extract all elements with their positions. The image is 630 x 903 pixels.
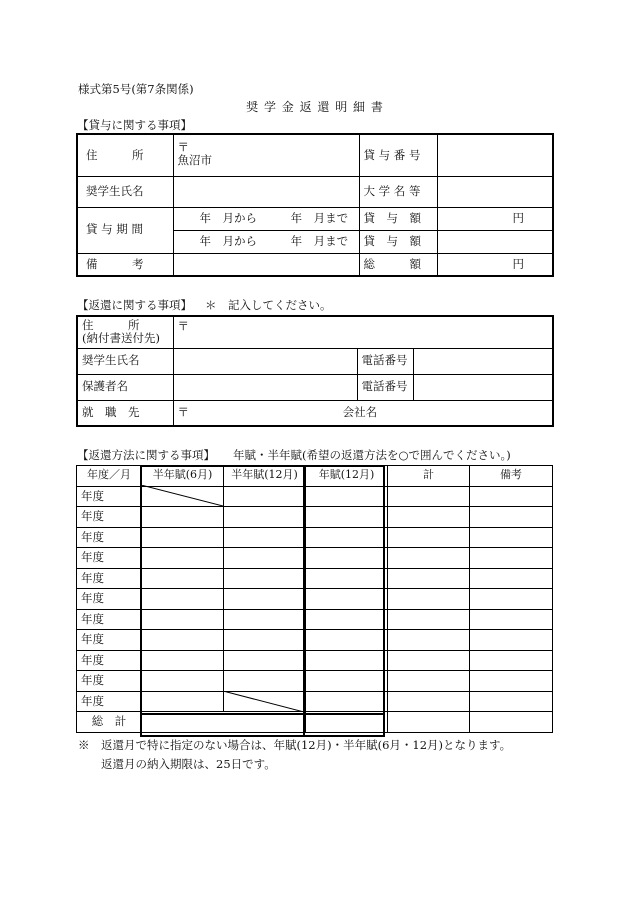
period-row-2[interactable] xyxy=(173,230,359,253)
address-label: 住 所 xyxy=(77,134,173,176)
loan-amount-cell-2[interactable] xyxy=(437,230,553,253)
footnote-1: ※ 返還月で特に指定のない場合は、年賦(12月)・半年賦(6月・12月)となります。 xyxy=(78,738,512,752)
schedule-header-3: 年賦(12月) xyxy=(306,466,388,487)
schedule-cell[interactable] xyxy=(388,691,470,712)
schedule-cell[interactable] xyxy=(224,507,306,528)
repay-student-cell[interactable] xyxy=(173,348,357,374)
form-number: 様式第5号(第7条関係) xyxy=(78,82,194,96)
schedule-cell[interactable] xyxy=(388,486,470,507)
company-label: 会社名 xyxy=(342,405,378,420)
city-text: 魚沼市 xyxy=(177,153,212,168)
schedule-cell[interactable] xyxy=(306,691,388,712)
schedule-year-label: 年度 xyxy=(77,568,142,589)
schedule-cell[interactable] xyxy=(142,507,224,528)
period-row-1[interactable] xyxy=(173,207,359,230)
schedule-cell[interactable] xyxy=(388,548,470,569)
remarks-cell[interactable] xyxy=(173,253,359,276)
schedule-cell[interactable] xyxy=(142,609,224,630)
schedule-cell[interactable] xyxy=(470,691,553,712)
schedule-cell[interactable] xyxy=(224,527,306,548)
schedule-cell[interactable] xyxy=(306,609,388,630)
section3-method-note: 年賦・半年賦(希望の返還方法を○で囲んでください。) xyxy=(233,448,511,462)
schedule-cell[interactable] xyxy=(388,609,470,630)
student-name-label: 奨学生氏名 xyxy=(77,176,173,207)
period-label: 貸 与 期 間 xyxy=(77,207,173,253)
schedule-cell[interactable] xyxy=(306,650,388,671)
schedule-cell[interactable] xyxy=(224,671,306,692)
schedule-row xyxy=(77,568,553,589)
schedule-cell[interactable] xyxy=(224,486,306,507)
schedule-cell[interactable] xyxy=(224,609,306,630)
university-cell[interactable] xyxy=(437,176,553,207)
loan-amount-label-1: 貸 与 額 xyxy=(359,207,437,230)
schedule-cell[interactable] xyxy=(388,650,470,671)
schedule-cell[interactable] xyxy=(224,568,306,589)
schedule-total-label: 総 計 xyxy=(77,712,142,733)
schedule-cell[interactable] xyxy=(224,589,306,610)
schedule-year-label: 年度 xyxy=(77,527,142,548)
schedule-cell[interactable] xyxy=(388,507,470,528)
schedule-cell[interactable] xyxy=(470,671,553,692)
schedule-cell[interactable] xyxy=(470,548,553,569)
schedule-cell[interactable] xyxy=(470,507,553,528)
schedule-cell[interactable] xyxy=(470,486,553,507)
schedule-cell[interactable] xyxy=(470,650,553,671)
schedule-cell[interactable] xyxy=(142,671,224,692)
phone-cell-1[interactable] xyxy=(413,348,553,374)
schedule-total-cell[interactable] xyxy=(306,712,388,733)
schedule-cell[interactable] xyxy=(388,589,470,610)
section3-heading: 【返還方法に関する事項】 xyxy=(77,448,215,462)
schedule-cell[interactable] xyxy=(142,548,224,569)
repay-address-sublabel: (納付書送付先) xyxy=(82,331,160,346)
schedule-row xyxy=(77,527,553,548)
schedule-row xyxy=(77,630,553,651)
schedule-cell[interactable] xyxy=(306,589,388,610)
schedule-year-label: 年度 xyxy=(77,630,142,651)
repay-address-label: 住 所 (納付書送付先) xyxy=(77,316,173,348)
employer-postal-mark: 〒 xyxy=(177,405,189,420)
footnote-2: 返還月の納入期限は、25日です。 xyxy=(101,757,276,771)
schedule-cell[interactable] xyxy=(470,609,553,630)
schedule-cell[interactable] xyxy=(306,527,388,548)
university-label: 大 学 名 等 xyxy=(359,176,437,207)
student-name-cell[interactable] xyxy=(173,176,359,207)
schedule-total-cell[interactable] xyxy=(388,712,470,733)
schedule-row xyxy=(77,691,553,712)
repay-student-label: 奨学生氏名 xyxy=(77,348,173,374)
period-to-1: 年 月まで xyxy=(290,210,349,225)
schedule-cell[interactable] xyxy=(388,671,470,692)
slash-last-row xyxy=(223,691,304,712)
phone-label-2: 電話番号 xyxy=(357,374,413,400)
schedule-cell[interactable] xyxy=(470,589,553,610)
schedule-row xyxy=(77,609,553,630)
schedule-total-half[interactable] xyxy=(142,712,306,733)
schedule-header-4: 計 xyxy=(388,466,470,487)
yen-unit-1: 円 xyxy=(512,210,524,225)
schedule-cell[interactable] xyxy=(224,650,306,671)
schedule-cell[interactable] xyxy=(142,691,224,712)
schedule-row xyxy=(77,650,553,671)
guardian-label: 保護者名 xyxy=(77,374,173,400)
schedule-year-label: 年度 xyxy=(77,671,142,692)
total-amount-label: 総 額 xyxy=(359,253,437,276)
schedule-cell[interactable] xyxy=(388,527,470,548)
schedule-header-1: 半年賦(6月) xyxy=(142,466,224,487)
schedule-cell[interactable] xyxy=(224,548,306,569)
section2-note: ＊ 記入してください。 xyxy=(205,298,332,312)
phone-label-1: 電話番号 xyxy=(357,348,413,374)
schedule-year-label: 年度 xyxy=(77,507,142,528)
loan-number-cell[interactable] xyxy=(437,134,553,176)
schedule-cell[interactable] xyxy=(470,630,553,651)
schedule-cell[interactable] xyxy=(142,527,224,548)
schedule-cell[interactable] xyxy=(470,527,553,548)
schedule-cell[interactable] xyxy=(142,630,224,651)
yen-unit-total: 円 xyxy=(512,256,524,271)
remarks-label: 備 考 xyxy=(77,253,173,276)
schedule-cell[interactable] xyxy=(306,548,388,569)
postal-mark: 〒 xyxy=(177,140,189,154)
schedule-cell[interactable] xyxy=(142,650,224,671)
schedule-year-label: 年度 xyxy=(77,691,142,712)
loan-amount-label-2: 貸 与 額 xyxy=(359,230,437,253)
schedule-cell[interactable] xyxy=(224,630,306,651)
repayment-info-table xyxy=(76,315,554,427)
schedule-header-row xyxy=(77,466,553,487)
schedule-cell[interactable] xyxy=(142,589,224,610)
schedule-cell[interactable] xyxy=(388,568,470,589)
schedule-year-label: 年度 xyxy=(77,486,142,507)
repay-address-cell[interactable] xyxy=(173,316,553,348)
schedule-year-label: 年度 xyxy=(77,589,142,610)
schedule-year-label: 年度 xyxy=(77,548,142,569)
repay-postal-mark: 〒 xyxy=(177,319,189,333)
schedule-total-row xyxy=(77,712,553,733)
schedule-row xyxy=(77,548,553,569)
schedule-row xyxy=(77,507,553,528)
schedule-header-0: 年度／月 xyxy=(77,466,142,487)
loan-number-label: 貸 与 番 号 xyxy=(359,134,437,176)
employer-cell[interactable] xyxy=(173,400,553,426)
schedule-cell[interactable] xyxy=(306,507,388,528)
period-from-2: 年 月から xyxy=(199,233,257,248)
page-title: 奨 学 金 返 還 明 細 書 xyxy=(246,100,384,114)
guardian-cell[interactable] xyxy=(173,374,357,400)
section1-heading: 【貸与に関する事項】 xyxy=(77,118,192,132)
schedule-cell[interactable] xyxy=(142,568,224,589)
schedule-header-5: 備考 xyxy=(470,466,553,487)
slash-first-row xyxy=(141,485,223,506)
schedule-row xyxy=(77,589,553,610)
schedule-row xyxy=(77,671,553,692)
employer-label: 就 職 先 xyxy=(77,400,173,426)
address-cell[interactable] xyxy=(173,134,359,176)
schedule-cell[interactable] xyxy=(306,671,388,692)
loan-info-table xyxy=(76,133,554,277)
schedule-cell[interactable] xyxy=(306,486,388,507)
phone-cell-2[interactable] xyxy=(413,374,553,400)
section2-heading: 【返還に関する事項】 xyxy=(77,298,192,312)
schedule-cell[interactable] xyxy=(388,630,470,651)
schedule-cell[interactable] xyxy=(306,630,388,651)
schedule-cell[interactable] xyxy=(470,568,553,589)
loan-amount-cell-1[interactable] xyxy=(437,207,553,230)
total-amount-cell[interactable] xyxy=(437,253,553,276)
schedule-cell[interactable] xyxy=(306,568,388,589)
period-from-1: 年 月から xyxy=(199,210,257,225)
schedule-year-label: 年度 xyxy=(77,650,142,671)
schedule-total-cell[interactable] xyxy=(470,712,553,733)
schedule-header-2: 半年賦(12月) xyxy=(224,466,306,487)
period-to-2: 年 月まで xyxy=(290,233,349,248)
schedule-year-label: 年度 xyxy=(77,609,142,630)
